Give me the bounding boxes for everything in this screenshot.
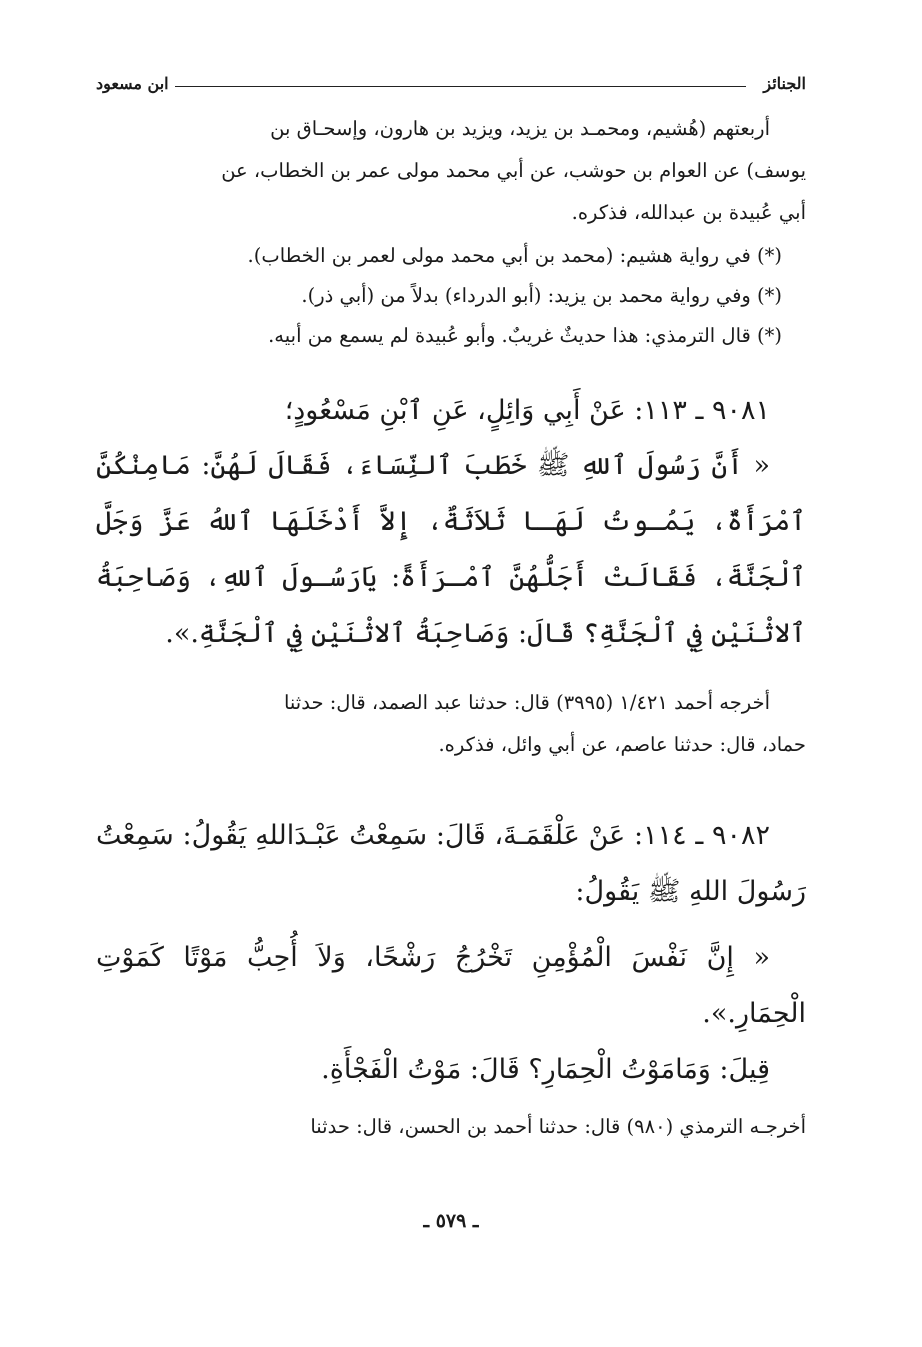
takhrij-line: أخرجـه الترمذي (٩٨٠) قال: حدثنا أحمد بن الحسن، قال: حدثنا <box>310 1115 806 1138</box>
hadith-heading: ٩٠٨١ ـ ١١٣: عَنْ أَبِي وَائِلٍ، عَنِ ٱبْنِ مَسْعُودٍ؛ <box>284 395 770 426</box>
intro-line-2: يوسف) عن العوام بن حوشب، عن أبي محمد مولى عمر بن الخطاب، عن <box>221 159 806 182</box>
hadith-heading: ٩٠٨٢ ـ ١١٤: عَنْ عَلْقَمَـةَ، قَالَ: سَمِعْتُ عَبْـدَاللهِ يَقُولُ: سَمِعْتُ رَسُولَ اللهِ ﷺ يَقُولُ: <box>96 820 806 907</box>
hadith-question: قِيلَ: وَمَامَوْتُ الْحِمَارِ؟ قَالَ: مَوْتُ الْفَجْأَةِ. <box>321 1054 770 1085</box>
note-item: (*) وفي رواية محمد بن يزيد: (أبو الدرداء) بدلاً من (أبي ذر). <box>301 284 782 307</box>
takhrij-line-2: حماد، قال: حدثنا عاصم، عن أبي وائل، فذكره. <box>438 733 806 756</box>
book-page <box>96 62 806 1312</box>
chapter-title: الجنائز <box>757 64 806 104</box>
notes-list <box>96 236 806 356</box>
header-rule <box>166 86 746 87</box>
note-item: (*) قال الترمذي: هذا حديثٌ غريبٌ. وأبو عُبيدة لم يسمع من أبيه. <box>268 324 782 347</box>
intro-line-1: أربعتهم (هُشيم، ومحمـد بن يزيد، ويزيد بن هارون، وإسحـاق بن <box>270 117 770 140</box>
note-item: (*) في رواية هشيم: (محمد بن أبي محمد مولى لعمر بن الخطاب). <box>247 244 782 267</box>
intro-line-3: أبي عُبيدة بن عبدالله، فذكره. <box>571 201 806 224</box>
running-head <box>96 62 806 102</box>
page-number: ـ ٥٧٩ ـ <box>423 1210 479 1232</box>
hadith-text: « أَنَّ رَسُولَ ٱللهِ ﷺ خَطَبَ ٱلنِّسَاءَ، فَقَالَ لَهُنَّ: مَامِنْكُنَّ ٱمْرَأَةٌ، يَمُـوتُ لَهَـا ثَلاَثَةٌ، إِلاَّ أَدْخَلَهَا ٱللهُ عَزَّ وَجَلَّ ٱلْجَنَّةَ، فَقَالَتْ أَجَلُّهُنَّ ٱمْـرَأَةً: يَارَسُـولَ ٱللهِ، وَصَاحِبَةُ ٱلاثْنَيْنِ فِي ٱلْجَنَّةِ؟ قَالَ: وَصَاحِبَةُ ٱلاثْنَيْنِ فِي ٱلْجَنَّةِ.». <box>96 450 806 649</box>
hadith-text: « إِنَّ نَفْسَ الْمُؤْمِنِ تَخْرُجُ رَشْحًا، وَلاَ أُحِبُّ مَوْتًا كَمَوْتِ الْحِمَارِ.». <box>96 942 806 1029</box>
section-title: ابن مسعود <box>96 64 175 104</box>
takhrij-line-1: أخرجه أحمد ١/٤٢١ (٣٩٩٥) قال: حدثنا عبد الصمد، قال: حدثنا <box>283 691 770 714</box>
